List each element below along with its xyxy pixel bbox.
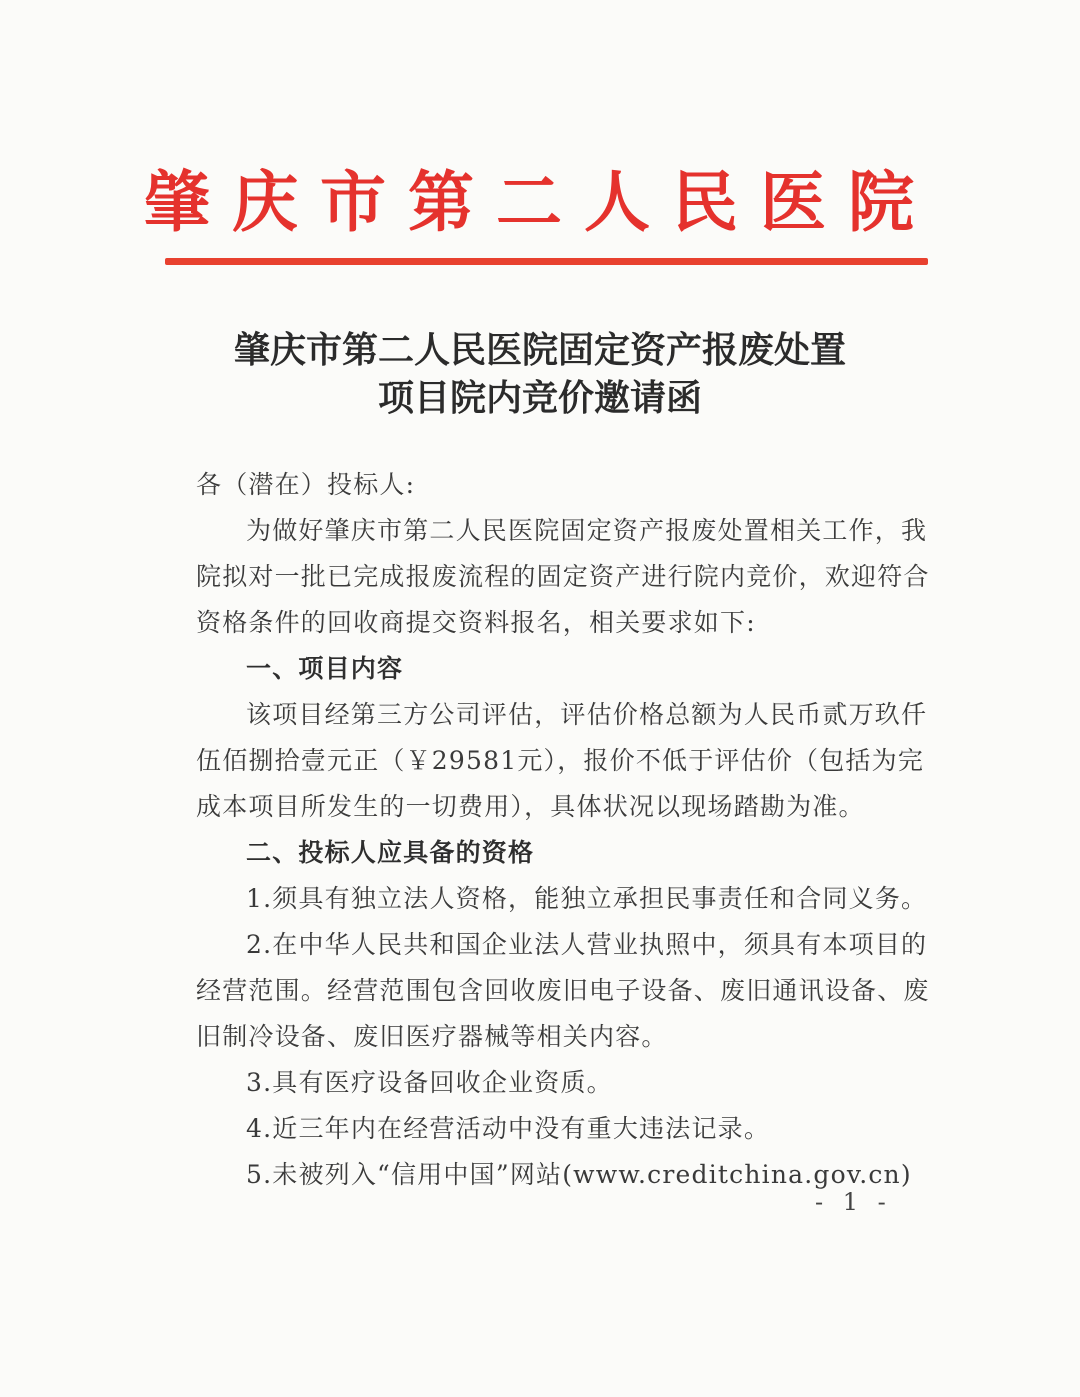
document-body <box>196 462 930 1198</box>
qualification-item-2-line-1: 2.在中华人民共和国企业法人营业执照中，须具有本项目的 <box>246 930 928 959</box>
paragraph-intro-line-2: 院拟对一批已完成报废流程的固定资产进行院内竞价，欢迎符合 <box>196 562 930 591</box>
document-title-line-1: 肇庆市第二人民医院固定资产报废处置 <box>233 329 846 371</box>
paragraph-intro-line-3: 资格条件的回收商提交资料报名，相关要求如下: <box>196 608 756 637</box>
paragraph-project-line-2: 伍佰捌拾壹元正（￥29581元），报价不低于评估价（包括为完 <box>196 746 925 775</box>
qualification-item-1: 1.须具有独立法人资格，能独立承担民事责任和合同义务。 <box>246 884 928 913</box>
letterhead-hospital-name: 肇庆市第二人民医院 <box>144 163 936 241</box>
qualification-item-2-line-3: 旧制冷设备、废旧医疗器械等相关内容。 <box>196 1022 668 1051</box>
document-title <box>0 326 1080 422</box>
qualification-item-4: 4.近三年内在经营活动中没有重大违法记录。 <box>246 1114 771 1143</box>
page-number: - 1 - <box>815 1188 892 1216</box>
qualification-item-5: 5.未被列入“信用中国”网站(www.creditchina.gov.cn) <box>246 1160 912 1189</box>
qualification-item-3: 3.具有医疗设备回收企业资质。 <box>246 1068 613 1097</box>
paragraph-intro-line-1: 为做好肇庆市第二人民医院固定资产报废处置相关工作，我 <box>246 516 928 545</box>
salutation: 各（潜在）投标人: <box>196 470 416 499</box>
section-heading-project-content: 一、项目内容 <box>246 654 404 683</box>
qualification-item-2-line-2: 经营范围。经营范围包含回收废旧电子设备、废旧通讯设备、废 <box>196 976 930 1005</box>
paragraph-project-line-1: 该项目经第三方公司评估，评估价格总额为人民币贰万玖仟 <box>246 700 928 729</box>
letterhead-red-rule <box>165 258 928 265</box>
paragraph-project-line-3: 成本项目所发生的一切费用），具体状况以现场踏勘为准。 <box>196 792 865 821</box>
document-title-line-2: 项目院内竞价邀请函 <box>377 377 702 419</box>
section-heading-qualifications: 二、投标人应具备的资格 <box>246 838 535 867</box>
